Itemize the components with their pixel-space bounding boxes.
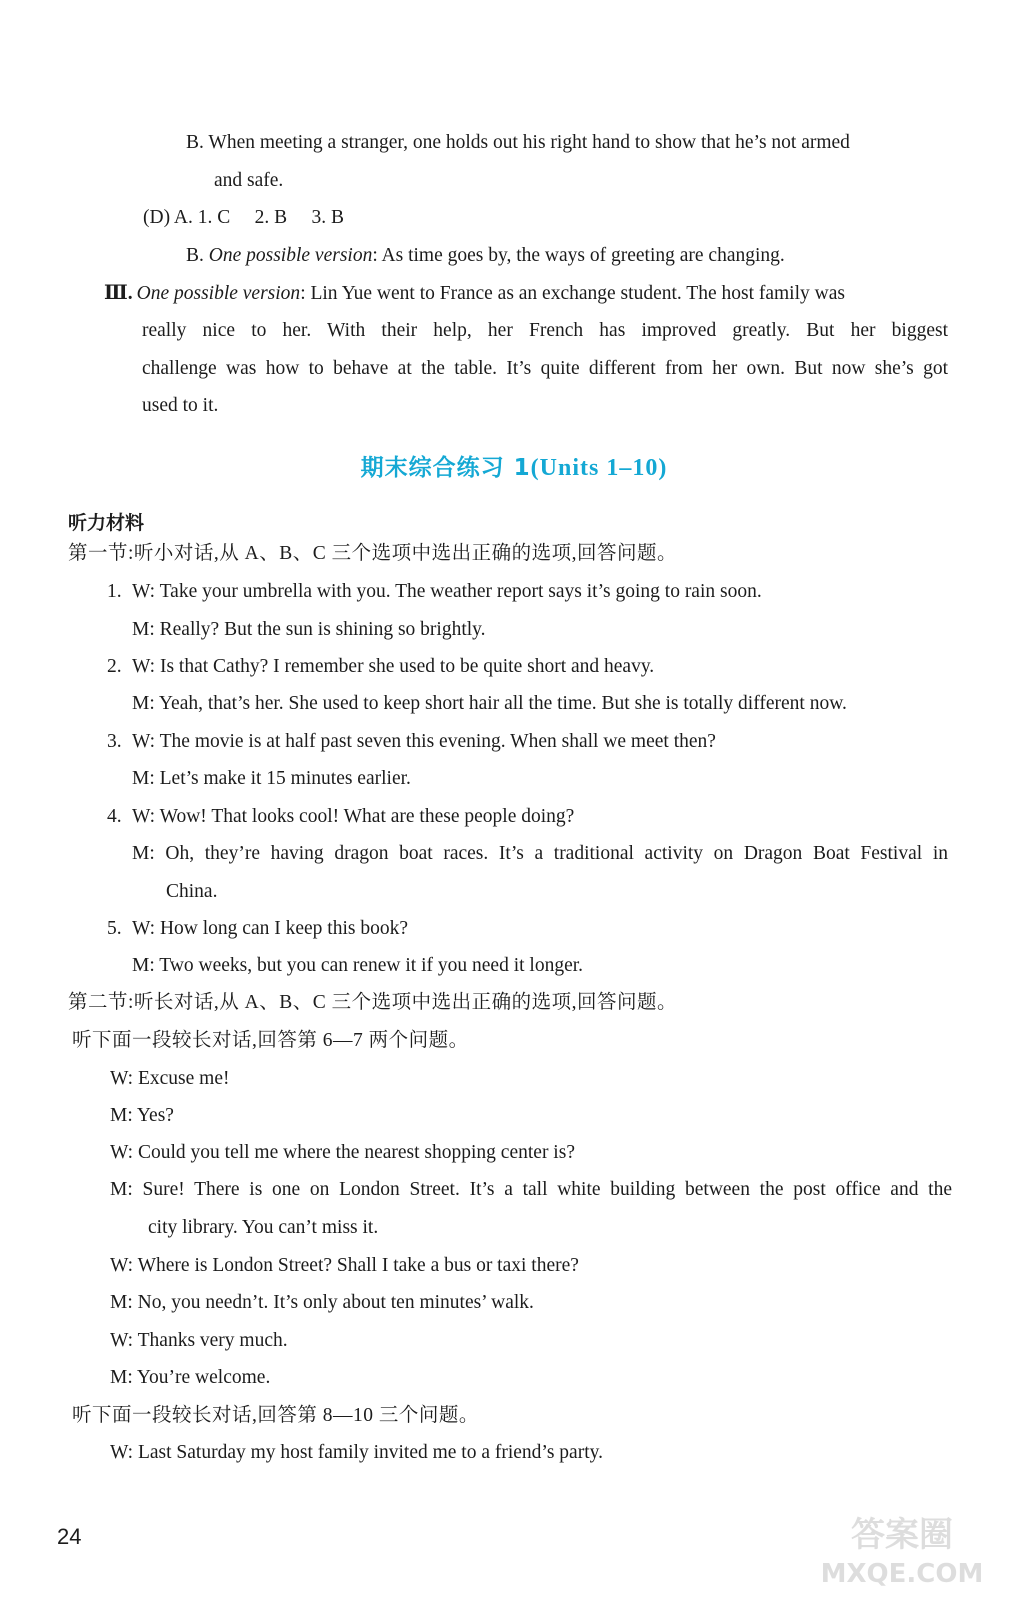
answer-d-b-label: B. xyxy=(186,245,204,266)
answer-iii-line3: challenge was how to behave at the table. It’s quite different from her own. But now she’s got xyxy=(142,358,948,379)
item3-m: M: Let’s make it 15 minutes earlier. xyxy=(132,768,411,789)
item3-w xyxy=(107,728,716,756)
answer-iii-line4: used to it. xyxy=(142,395,219,416)
answer-d-b-line xyxy=(186,242,785,270)
answer-iii-text1: : Lin Yue went to France as an exchange student. The host family was xyxy=(300,283,845,304)
item4-m2: China. xyxy=(166,881,218,902)
watermark-logo xyxy=(802,1508,1002,1588)
section-title-en: (Units 1–10) xyxy=(530,455,668,481)
dialog1-line: W: Excuse me! xyxy=(110,1068,230,1089)
answer-iii-line2: really nice to her. With their help, her French has improved greatly. But her biggest xyxy=(142,320,948,341)
dialog1-line: M: You’re welcome. xyxy=(110,1367,271,1388)
dialog1-line: M: Sure! There is one on London Street. It’s a tall white building between the post office and the xyxy=(110,1179,952,1200)
dialog1-intro: 听下面一段较长对话,回答第 6—7 两个问题。 xyxy=(72,1030,469,1051)
section-title xyxy=(0,449,1028,482)
item2-w-text: W: Is that Cathy? I remember she used to be quite short and heavy. xyxy=(132,656,655,677)
item4-num: 4. xyxy=(107,806,122,827)
item5-w xyxy=(107,915,408,943)
answer-b-line2: and safe. xyxy=(214,170,284,191)
page-number: 24 xyxy=(57,1524,82,1549)
answer-d-values: 1. C 2. B 3. B xyxy=(197,207,344,228)
item4-w-text: W: Wow! That looks cool! What are these people doing? xyxy=(132,806,575,827)
answer-d-b-em: One possible version xyxy=(208,245,373,266)
dialog2-intro: 听下面一段较长对话,回答第 8—10 三个问题。 xyxy=(72,1405,479,1426)
answer-iii-label: Ⅲ. xyxy=(104,283,133,304)
listening-heading: 听力材料 xyxy=(68,512,145,534)
item4-w xyxy=(107,803,574,831)
section-title-cn: 期末综合练习 1 xyxy=(360,455,531,481)
answer-b-text: When meeting a stranger, one holds out his right hand to show that he’s not armed xyxy=(208,132,850,153)
answer-b-line1 xyxy=(186,129,850,157)
dialog1-line: M: Yes? xyxy=(110,1105,174,1126)
answer-d-label: (D) A. xyxy=(143,207,193,228)
item2-w xyxy=(107,653,654,681)
answer-d-line xyxy=(143,204,344,232)
item5-num: 5. xyxy=(107,918,122,939)
item4-m: M: Oh, they’re having dragon boat races. It’s a traditional activity on Dragon Boat Festival in xyxy=(132,843,948,864)
part1-instruction: 第一节:听小对话,从 A、B、C 三个选项中选出正确的选项,回答问题。 xyxy=(68,543,678,564)
answer-b-label: B. xyxy=(186,132,204,153)
dialog1-line: W: Could you tell me where the nearest shopping center is? xyxy=(110,1142,575,1163)
item1-w-text: W: Take your umbrella with you. The weather report says it’s going to rain soon. xyxy=(132,581,762,602)
dialog1-line: city library. You can’t miss it. xyxy=(148,1217,379,1238)
watermark-top: 答案圈 xyxy=(851,1515,953,1555)
item3-w-text: W: The movie is at half past seven this evening. When shall we meet then? xyxy=(132,731,716,752)
item5-w-text: W: How long can I keep this book? xyxy=(132,918,408,939)
answer-iii-em: One possible version xyxy=(136,283,301,304)
item1-m: M: Really? But the sun is shining so brightly. xyxy=(132,619,486,640)
item5-m: M: Two weeks, but you can renew it if you need it longer. xyxy=(132,955,584,976)
watermark-bottom: MXQE.COM xyxy=(820,1559,984,1588)
dialog1-line: W: Thanks very much. xyxy=(110,1330,288,1351)
part2-instruction: 第二节:听长对话,从 A、B、C 三个选项中选出正确的选项,回答问题。 xyxy=(68,992,678,1013)
item1-w xyxy=(107,578,762,606)
answer-d-b-text: : As time goes by, the ways of greeting are changing. xyxy=(372,245,785,266)
dialog1-line: M: No, you needn’t. It’s only about ten minutes’ walk. xyxy=(110,1292,534,1313)
item2-m: M: Yeah, that’s her. She used to keep short hair all the time. But she is totally different now. xyxy=(132,693,847,714)
dialog1-line: W: Where is London Street? Shall I take a bus or taxi there? xyxy=(110,1255,579,1276)
dialog2-line: W: Last Saturday my host family invited me to a friend’s party. xyxy=(110,1442,603,1463)
item3-num: 3. xyxy=(107,731,122,752)
item1-num: 1. xyxy=(107,581,122,602)
answer-iii-line1 xyxy=(104,280,845,308)
item2-num: 2. xyxy=(107,656,122,677)
